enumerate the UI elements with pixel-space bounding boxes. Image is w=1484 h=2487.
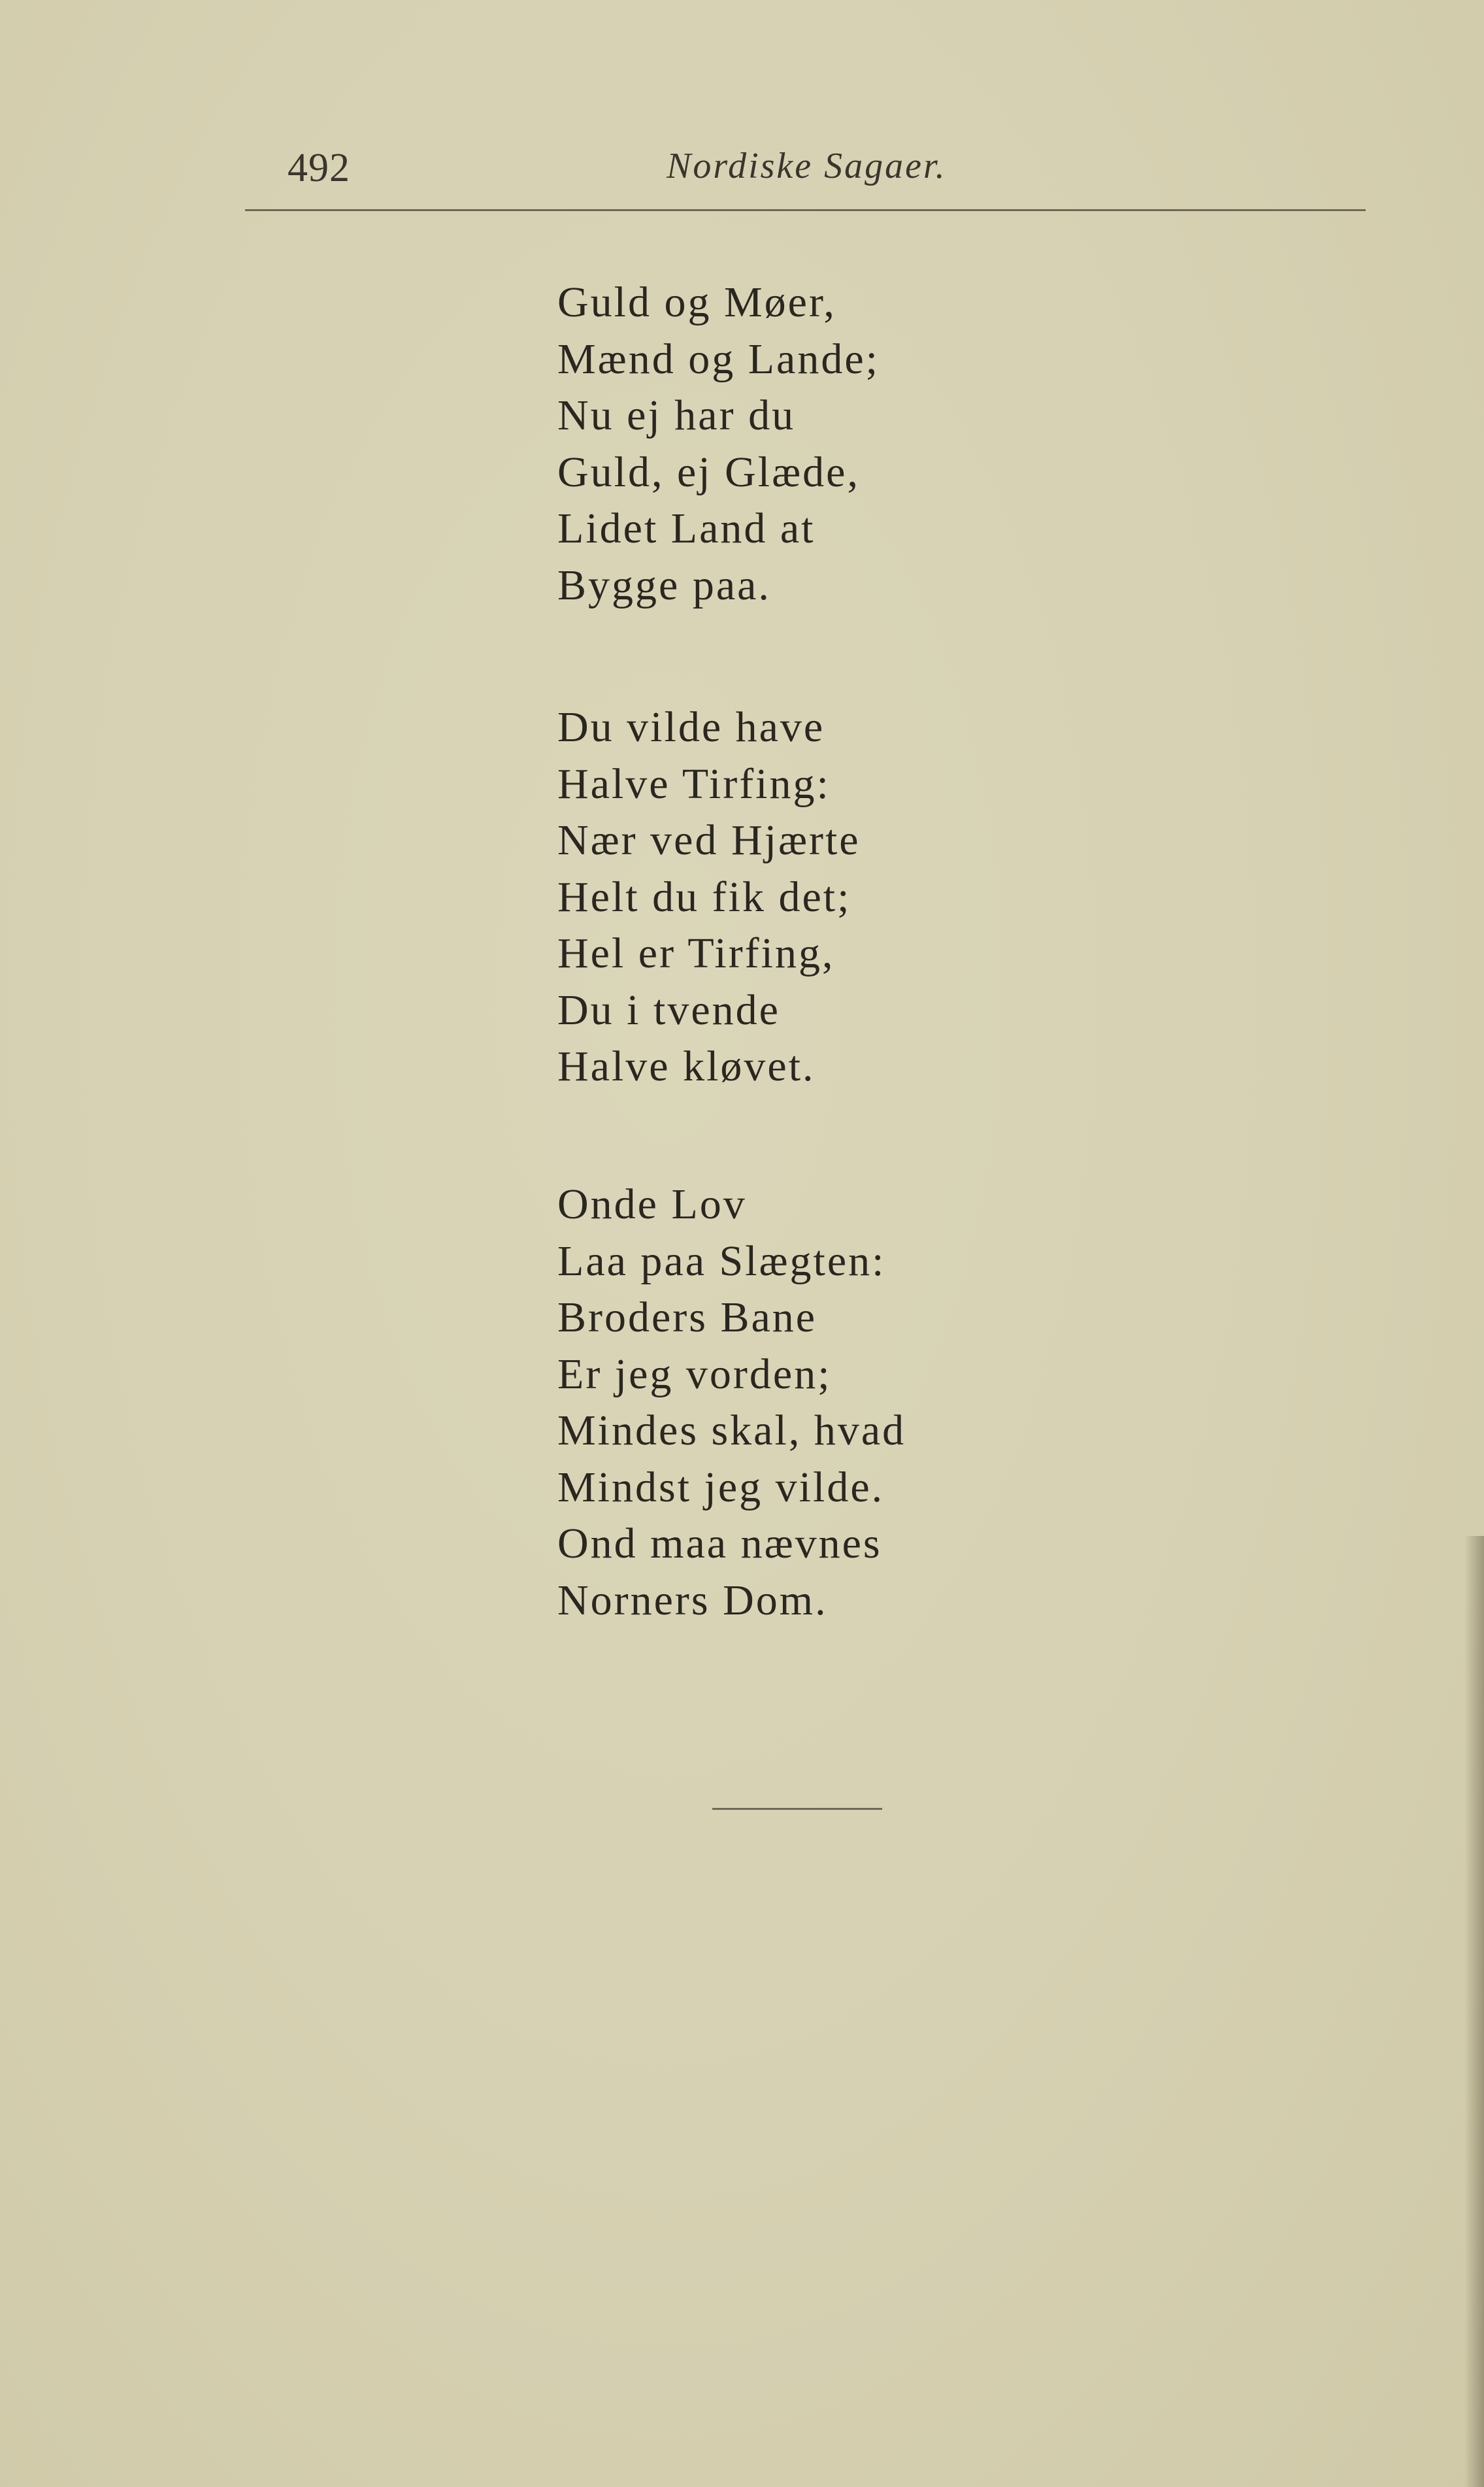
- verse-line: Mindes skal, hvad: [557, 1407, 906, 1454]
- verse-line: Er jeg vorden;: [557, 1350, 832, 1398]
- page-edge-shadow: [1464, 1536, 1484, 2487]
- verse-line: Ond maa nævnes: [557, 1520, 882, 1567]
- verse-line: Du i tvende: [557, 986, 780, 1034]
- page-number: 492: [288, 146, 350, 190]
- stanza-3: [557, 1177, 906, 1629]
- verse-line: Nu ej har du: [557, 392, 796, 439]
- verse-line: Norners Dom.: [557, 1576, 828, 1624]
- verse-line: Guld, ej Glæde,: [557, 448, 860, 496]
- verse-line: Helt du fik det;: [557, 873, 851, 921]
- verse-line: Mindst jeg vilde.: [557, 1463, 885, 1511]
- verse-line: Mænd og Lande;: [557, 335, 880, 383]
- verse-line: Laa paa Slægten:: [557, 1237, 886, 1285]
- verse-line: Du vilde have: [557, 703, 825, 751]
- verse-line: Halve Tirfing:: [557, 759, 831, 808]
- verse-line: Guld og Møer,: [557, 278, 836, 326]
- end-rule: [712, 1808, 882, 1810]
- verse-line: Lidet Land at: [557, 505, 816, 552]
- header-rule: [245, 209, 1366, 211]
- verse-line: Onde Lov: [557, 1180, 747, 1228]
- verse-line: Broders Bane: [557, 1294, 817, 1341]
- verse-line: Halve kløvet.: [557, 1043, 816, 1090]
- verse-line: Nær ved Hjærte: [557, 816, 861, 864]
- running-title: Nordiske Sagaer.: [667, 146, 947, 186]
- stanza-2: [557, 699, 861, 1095]
- verse-line: Bygge paa.: [557, 561, 771, 609]
- stanza-1: [557, 275, 880, 614]
- verse-line: Hel er Tirfing,: [557, 929, 835, 977]
